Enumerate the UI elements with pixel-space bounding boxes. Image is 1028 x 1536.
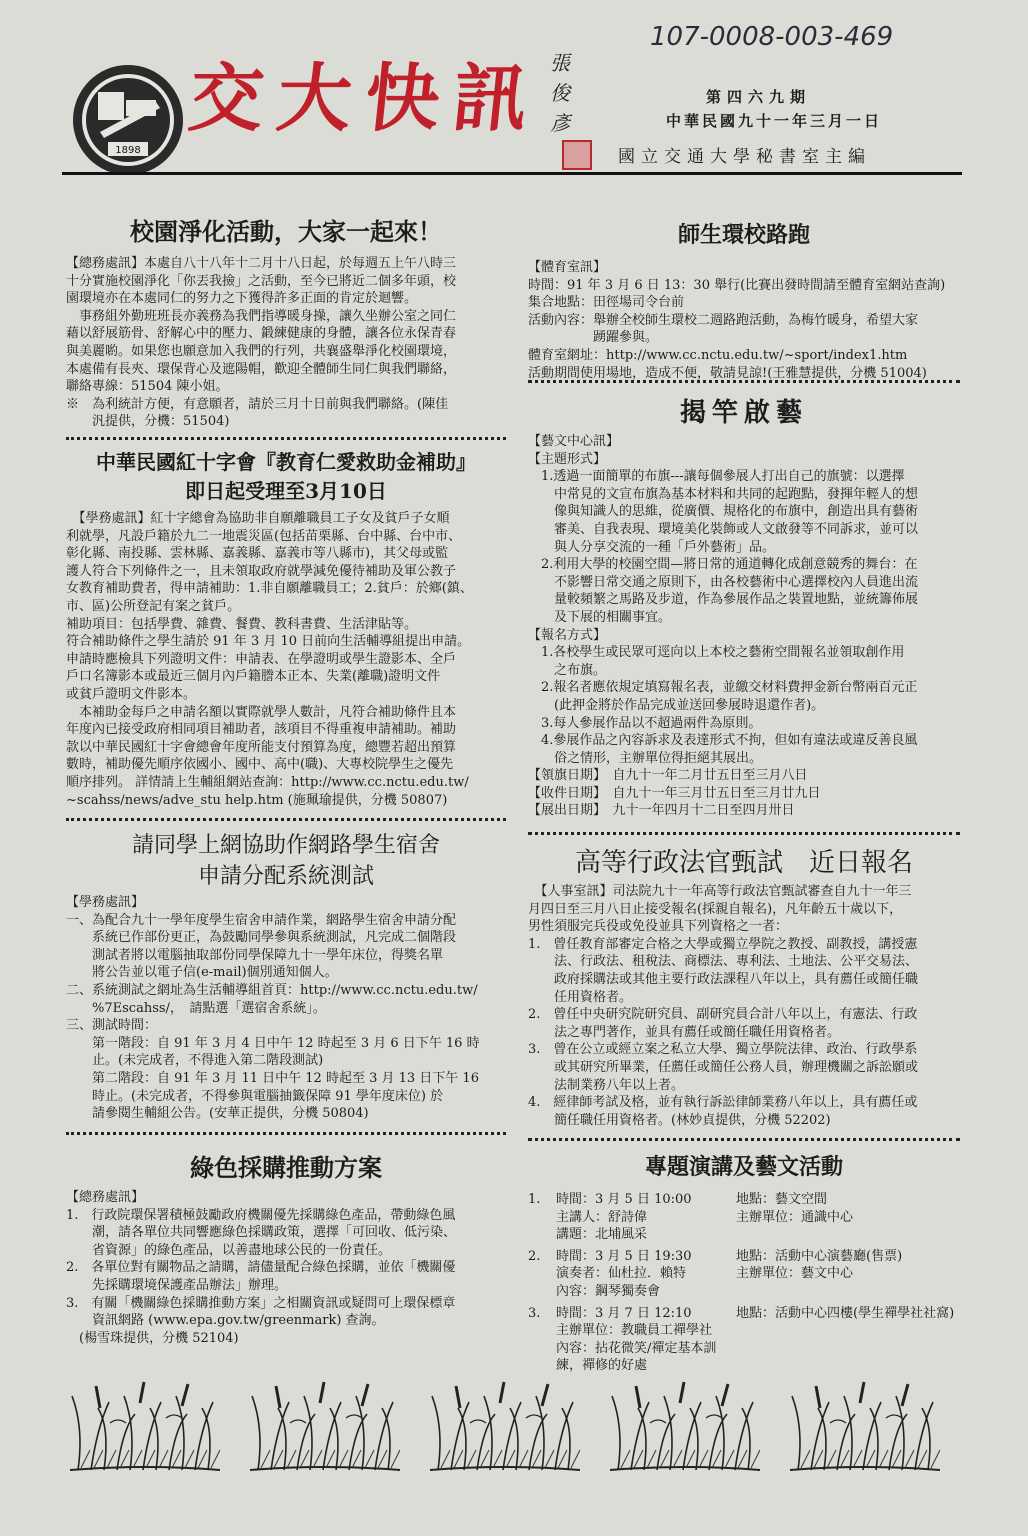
- text-line: 政府採購法或其他主要行政法課程八年以上，具有薦任或簡任職: [528, 971, 919, 987]
- text-line: 2.報名者應依規定填寫報名表，並繳交材料費押金新台幣兩百元正: [528, 680, 918, 696]
- text-line: 本補助金每戶之申請名額以實際就學人數計，凡符合補助條件且本: [66, 704, 457, 720]
- event-item: [528, 1305, 960, 1375]
- article-body: [66, 255, 506, 431]
- article-body: [66, 510, 506, 809]
- article-title: 中華民國紅十字會『教育仁愛救助金補助』: [96, 450, 476, 474]
- text-line: 1. 行政院環保署積極鼓勵政府機關優先採購綠色產品，帶動綠色風: [66, 1207, 456, 1223]
- text-line: 園環境亦在本處同仁的努力之下獲得許多正面的肯定於迴響。: [66, 291, 418, 307]
- article-title: 高等行政法官甄試 近日報名: [574, 848, 913, 878]
- editor-line: 國立交通大學秘書室主編: [618, 147, 871, 167]
- event-number: 2.: [528, 1248, 541, 1264]
- event-number: [528, 1340, 556, 1375]
- event-number: 1.: [528, 1192, 541, 1207]
- article-red-cross-aid: [66, 446, 506, 809]
- text-line: 符合補助條件之學生請於 91 年 3 月 10 日前向生活輔導組提出申請。: [66, 634, 471, 650]
- text-line: 將公告並以電子信(e-mail)個別通知個人。: [66, 965, 338, 981]
- text-line: 1.各校學生或民眾可逕向以上本校之藝術空間報名並領取創作用: [528, 645, 905, 661]
- text-line: ~scahss/news/adve_stu help.htm (施珮瑜提供，分機 50807): [66, 792, 448, 808]
- text-line: 補助項目：包括學費、雜費、餐費、教科書費、生活津貼等。: [66, 616, 418, 632]
- event-detail: 演奏者：仙杜拉．賴特: [556, 1266, 687, 1282]
- article-title: 校園淨化活動，大家一起來！: [130, 217, 442, 246]
- text-line: 簡任職任用資格者。(林妙貞提供，分機 52202): [528, 1112, 831, 1128]
- article-body: [528, 259, 960, 382]
- text-line: 止。(未完成者，不得進入第二階段測試): [66, 1053, 324, 1069]
- text-line: 任用資格者。: [528, 989, 633, 1005]
- event-row: [528, 1265, 960, 1283]
- text-line: ※ 為利統計方便，有意願者，請於三月十日前與我們聯絡。(陳佳: [66, 396, 449, 412]
- event-detail: 地點：活動中心演藝廳(售票): [736, 1248, 903, 1264]
- event-row: [528, 1340, 960, 1375]
- event-detail: 時間：3 月 5 日 19:30: [556, 1248, 692, 1264]
- text-line: 踴躍參與。: [528, 330, 659, 346]
- article-judge-exam: [528, 842, 960, 1129]
- event-item: [528, 1248, 960, 1301]
- text-line: 十分實施校園淨化「你丟我撿」之活動，至今已將近二個多年頭，校: [66, 273, 457, 289]
- text-line: 俗之情形，主辦單位得拒絕其展出。: [528, 750, 763, 766]
- event-detail: 講題：北埔風采: [556, 1227, 648, 1243]
- article-body: [528, 883, 960, 1129]
- text-line: 潮，請各單位共同響應綠色採購政策，選擇「可回收、低污染、: [66, 1225, 457, 1241]
- event-number: [528, 1283, 556, 1301]
- event-detail: 內容：拈花微笑/禪定基本訓練，禪修的好處: [556, 1340, 717, 1374]
- text-line: 【藝文中心訊】: [528, 434, 620, 449]
- divider: [66, 1132, 506, 1135]
- text-line: 款以中華民國紅十字會總會年度所能支付預算為度，總豐若超出預算: [66, 739, 457, 755]
- text-line: 先採購環境保護產品辦法」辦理。: [66, 1277, 288, 1293]
- event-detail: 時間：3 月 5 日 10:00: [556, 1192, 692, 1207]
- text-line: 利就學，凡設戶籍於九二一地震災區(包括苗栗縣、台中縣、台中市、: [66, 528, 462, 544]
- text-line: 請參閱生輔組公告。(安華正提供，分機 50804): [66, 1106, 369, 1122]
- text-line: 活動期間使用場地，造成不便，敬請見諒!(王雅慧提供，分機 51004): [528, 365, 927, 381]
- text-line: 【展出日期】 九十一年四月十二日至四月卅日: [528, 803, 795, 819]
- grass-illustration: [430, 1378, 580, 1478]
- event-number: 3.: [528, 1305, 541, 1321]
- event-row: [528, 1209, 960, 1227]
- text-line: 測試者將以電腦抽取部份同學保障九十一學年床位，得獎名單: [66, 947, 444, 963]
- article-campus-run: [528, 218, 960, 382]
- text-line: 與人分享交流的一種「戶外藝術」品。: [528, 539, 776, 555]
- text-line: 本處備有長夾、環保背心及遮陽帽，歡迎全體師生同仁與我們聯絡，: [66, 361, 457, 377]
- text-line: 二、系統測試之網址為生活輔導組首頁：http://www.cc.nctu.edu.tw/: [66, 982, 478, 998]
- text-line: 3.每人參展作品以不超過兩件為原則。: [528, 715, 762, 731]
- text-line: 女教育補助費者，得申請補助：1.非自願離職員工；2.貧戶：於鄉(鎮、: [66, 581, 473, 597]
- seal-year: 1898: [115, 145, 141, 156]
- article-title: 專題演講及藝文活動: [644, 1154, 843, 1180]
- text-line: 3. 曾在公立或經立案之私立大學、獨立學院法律、政治、行政學系: [528, 1042, 918, 1058]
- text-line: 或貧戶證明文件影本。: [66, 686, 197, 702]
- grass-illustration: [610, 1378, 760, 1478]
- event-detail: 主辦單位：通識中心: [736, 1209, 854, 1225]
- text-line: 系統已作部份更正，為鼓勵同學參與系統測試，凡完成二個階段: [66, 930, 457, 946]
- article-title: 揭竿啟藝: [679, 398, 808, 428]
- text-line: 1.透過一面簡單的布旗---讓每個參展人打出自己的旗號：以選擇: [528, 469, 905, 485]
- text-line: 第二階段：自 91 年 3 月 11 日中午 12 時起至 3 月 13 日下午 16: [66, 1070, 479, 1086]
- text-line: 1. 曾任教育部審定合格之大學或獨立學院之教授、副教授，講授憲: [528, 936, 918, 952]
- issue-date: 中華民國九十一年三月一日: [666, 112, 883, 130]
- text-line: 男性須服完兵役或免役並具下列資格之一者：: [528, 919, 789, 935]
- handwritten-code: 107-0008-003-469: [650, 22, 894, 52]
- text-line: 2.利用大學的校園空間—將日常的通道轉化成創意競秀的舞台：在: [528, 557, 918, 573]
- text-line: 順序排列。 詳情請上生輔組網站查詢：http://www.cc.nctu.edu.tw/: [66, 774, 469, 790]
- text-line: 4.參展作品之內容訴求及表達形式不拘，但如有違法或違反善良風: [528, 733, 918, 749]
- text-line: 資訊網路 (www.epa.gov.tw/greenmark) 查詢。: [66, 1313, 385, 1329]
- article-body: [66, 894, 506, 1123]
- issue-number: 第四六九期: [706, 88, 812, 106]
- event-number: [528, 1322, 556, 1340]
- text-line: 聯絡專線：51504 陳小姐。: [66, 379, 229, 395]
- text-line: (楊雪珠提供，分機 52104): [66, 1330, 239, 1346]
- text-line: 量較頻繁之馬路及步道，作為參展作品之裝置地點，並統籌佈展: [528, 592, 919, 608]
- text-line: 【學務處訊】: [66, 895, 145, 910]
- text-line: 時止。(未完成者，不得參與電腦抽籤保障 91 學年度床位) 於: [66, 1088, 444, 1104]
- text-line: 戶口名簿影本或最近三個月內戶籍謄本正本、失業(離職)證明文件: [66, 669, 441, 685]
- text-line: 護人符合下列條件之一，且未領取政府就學減免優待補助及軍公教子: [66, 563, 457, 579]
- event-item: [528, 1191, 960, 1244]
- grass-illustration: [250, 1378, 400, 1478]
- event-row: [528, 1226, 960, 1244]
- text-line: 一、為配合九十一學年度學生宿舍申請作業，網路學生宿舍申請分配: [66, 912, 457, 928]
- text-line: 【收件日期】 自九十一年三月廿五日至三月廿九日: [528, 785, 821, 801]
- text-line: 三、測試時間：: [66, 1018, 158, 1034]
- events-list: [528, 1191, 960, 1375]
- text-line: 【報名方式】: [528, 627, 607, 643]
- article-body: [528, 433, 960, 820]
- article-title: 綠色採購推動方案: [190, 1153, 382, 1182]
- article-campus-cleanup: [66, 212, 506, 431]
- text-line: 事務組外勤班班長亦義務為我們指導暖身操，讓久坐辦公室之同仁: [66, 308, 457, 324]
- event-detail: 地點：活動中心四樓(學生禪學社社窩): [736, 1305, 955, 1321]
- text-line: 法、行政法、租稅法、商標法、專利法、土地法、公平交易法、: [528, 954, 919, 970]
- event-number: [528, 1209, 556, 1227]
- article-title: 師生環校路跑: [677, 222, 810, 248]
- text-line: 【體育室訊】: [528, 260, 607, 275]
- text-line: 體育室網址：http://www.cc.nctu.edu.tw/~sport/index1.htm: [528, 347, 908, 363]
- event-number: [528, 1226, 556, 1244]
- text-line: 與美麗喲。如果您也願意加入我們的行列，共襄盛舉淨化校園環境，: [66, 343, 457, 359]
- text-line: 月四日至三月八日止接受報名(採親自報名)，凡年齡五十歲以下，: [528, 901, 903, 917]
- masthead-rule: [62, 172, 962, 175]
- text-line: 汎提供，分機：51504): [66, 414, 230, 430]
- event-number: [528, 1265, 556, 1283]
- article-title: 請同學上網協助作網路學生宿舍: [131, 833, 440, 858]
- event-detail: 時間：3 月 7 日 12:10: [556, 1305, 692, 1321]
- text-line: 【總務處訊】: [66, 1190, 145, 1205]
- text-line: %7Escahss/， 請點選「選宿舍系統」。: [66, 1000, 326, 1016]
- text-line: 2. 各單位對有關物品之請購，請儘量配合綠色採購，並依「機關優: [66, 1260, 456, 1276]
- divider: [528, 380, 960, 383]
- text-line: 3. 有關「機關綠色採購推動方案」之相關資訊或疑問可上環保標章: [66, 1295, 456, 1311]
- seal-stamp: [562, 140, 592, 170]
- text-line: 4. 經律師考試及格，並有執行訴訟律師業務八年以上，具有薦任或: [528, 1095, 918, 1111]
- event-detail: 地點：藝文空間: [736, 1192, 828, 1207]
- article-green-procurement: [66, 1148, 506, 1347]
- text-line: 市、區)公所登記有案之貧戶。: [66, 598, 241, 614]
- text-line: 【總務處訊】本處自八十八年十二月十八日起，於每週五上午八時三: [66, 256, 457, 271]
- text-line: 數時，補助優先順序依國小、國中、高中(職)、大專校院學生之優先: [66, 757, 454, 773]
- event-detail: 主辦單位：藝文中心: [736, 1266, 854, 1282]
- event-row: [528, 1305, 960, 1323]
- text-line: 集合地點：田徑場司令台前: [528, 295, 685, 311]
- university-seal: [70, 62, 186, 178]
- article-dorm-system-test: [66, 828, 506, 1123]
- event-row: [528, 1248, 960, 1266]
- text-line: 或其研究所畢業，任薦任或簡任公務人員，辦理機關之訴訟願或: [528, 1059, 919, 1075]
- text-line: 法之專門著作，並具有薦任或簡任職任用資格者。: [528, 1024, 841, 1040]
- text-line: 申請時應檢具下列證明文件：申請表、在學證明或學生證影本、全戶: [66, 651, 457, 667]
- text-line: 第一階段：自 91 年 3 月 4 日中午 12 時起至 3 月 6 日下午 16 時: [66, 1035, 480, 1051]
- article-subtitle: 申請分配系統測試: [197, 864, 374, 889]
- text-line: 活動內容：舉辦全校師生環校二週路跑活動，為梅竹暖身，希望大家: [528, 312, 919, 328]
- text-line: 【主題形式】: [528, 451, 607, 467]
- text-line: 之布旗。: [528, 662, 607, 678]
- text-line: 年度內已接受政府相同項目補助者，該項目不得重複申請補助。補助: [66, 722, 457, 738]
- text-line: 【人事室訊】司法院九十一年高等行政法官甄試審查自九十一年三: [528, 884, 912, 899]
- divider: [528, 1138, 960, 1141]
- newsletter-title: 交大快訊: [184, 56, 546, 142]
- divider: [528, 832, 960, 835]
- text-line: 藉以舒展筋骨、舒解心中的壓力、鍛練健康的身體，讓各位永保青春: [66, 326, 457, 342]
- event-detail: 主講人：舒詩偉: [556, 1209, 648, 1225]
- text-line: 彰化縣、南投縣、雲林縣、嘉義縣、嘉義市等八縣市)，其父母或監: [66, 546, 449, 562]
- text-line: 不影響日常交通之原則下，由各校藝術中心選擇校內人員進出流: [528, 574, 919, 590]
- signature: 張俊彥: [550, 51, 570, 135]
- article-flag-art: [528, 392, 960, 820]
- event-row: [528, 1191, 960, 1209]
- text-line: (此押金將於作品完成並送回參展時退還作者)。: [528, 697, 825, 713]
- event-detail: 內容：鋼琴獨奏會: [556, 1283, 661, 1299]
- event-row: [528, 1283, 960, 1301]
- text-line: 【領旗日期】 自九十一年二月廿五日至三月八日: [528, 768, 808, 784]
- text-line: 像與知識人的思維，從廣價、規格化的布旗中，創造出具有藝術: [528, 504, 919, 520]
- event-detail: 主辦單位：教職員工禪學社: [556, 1323, 713, 1339]
- text-line: 法制業務八年以上者。: [528, 1077, 685, 1093]
- text-line: 省資源」的綠色產品，以善盡地球公民的一份責任。: [66, 1242, 392, 1258]
- article-lectures-events: [528, 1150, 960, 1379]
- text-line: 【學務處訊】紅十字總會為協助非自願離職員工子女及貧戶子女順: [66, 511, 450, 526]
- text-line: 中常見的文宣布旗為基本材料和共同的起跑點，發揮年輕人的想: [528, 486, 919, 502]
- grass-illustration: [70, 1378, 220, 1478]
- text-line: 時間：91 年 3 月 6 日 13：30 舉行(比賽出發時間請至體育室網站查詢): [528, 277, 946, 293]
- text-line: 2. 曾任中央研究院研究員、副研究員合計八年以上，有憲法、行政: [528, 1007, 918, 1023]
- grass-illustration: [790, 1378, 940, 1478]
- event-row: [528, 1322, 960, 1340]
- article-body: [66, 1189, 506, 1347]
- divider: [66, 818, 506, 821]
- article-subtitle: 即日起受理至3月10日: [185, 479, 387, 503]
- divider: [66, 437, 506, 440]
- text-line: 審美、自我表現、環境美化裝飾或人文啟發等不同訴求，並可以: [528, 521, 919, 537]
- text-line: 及下展的相關事宜。: [528, 609, 672, 625]
